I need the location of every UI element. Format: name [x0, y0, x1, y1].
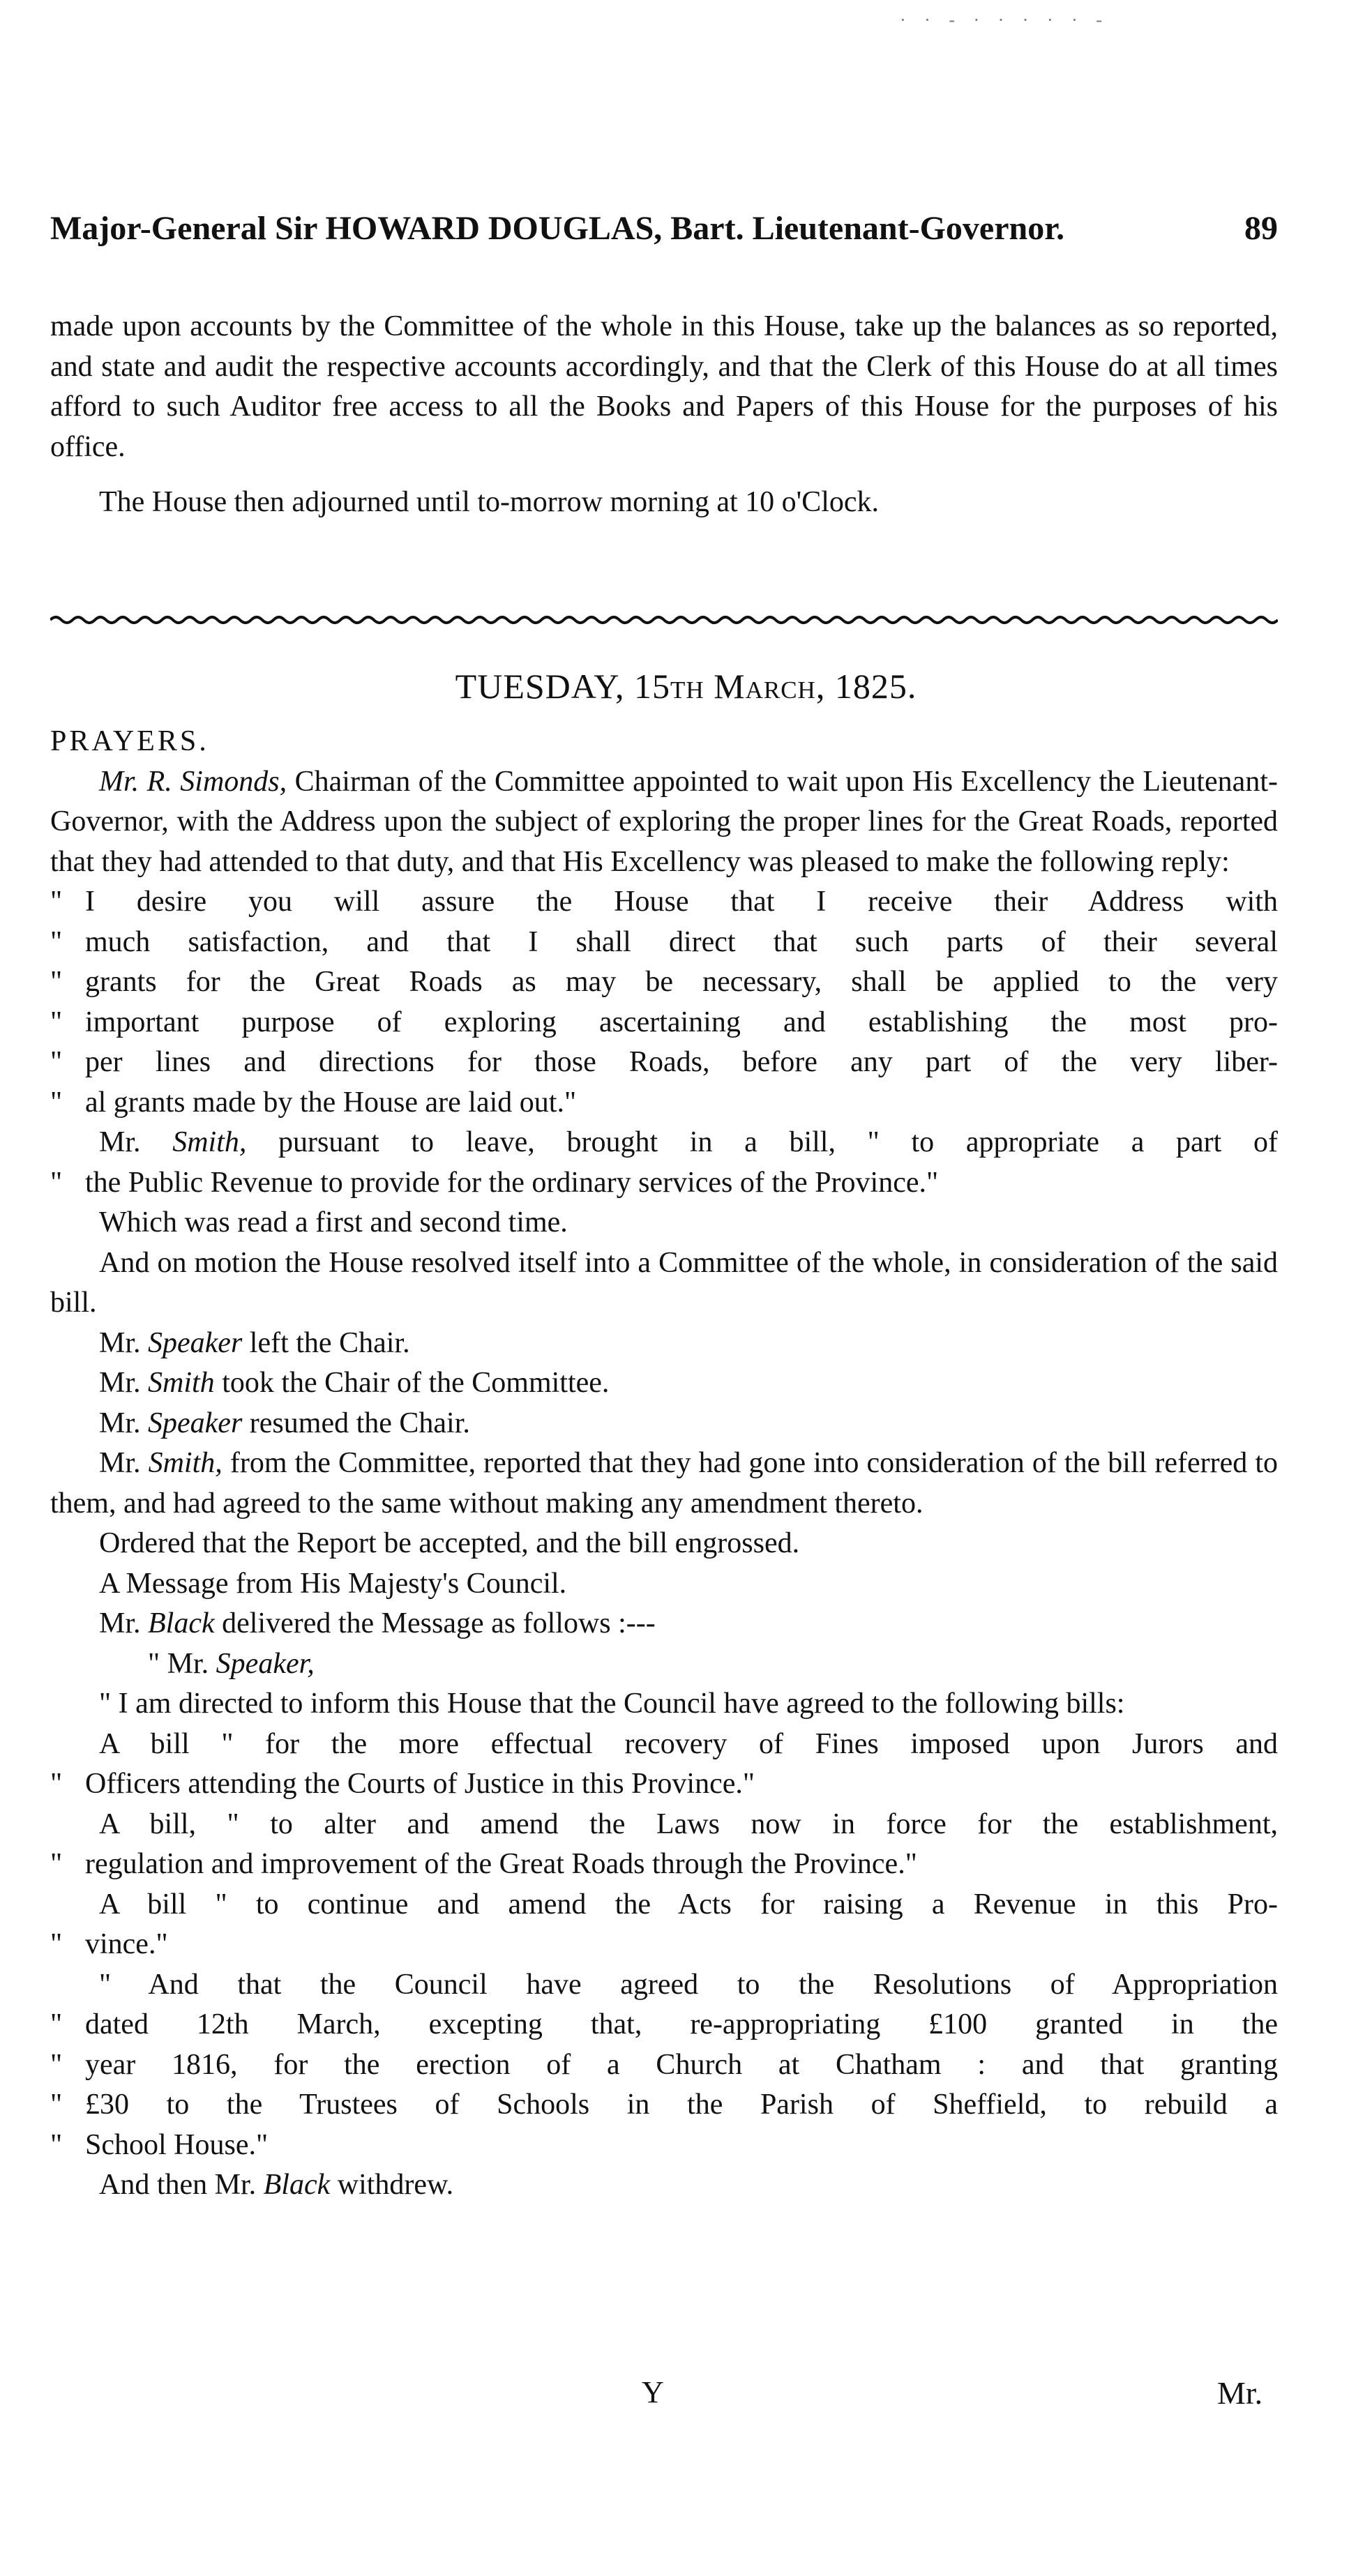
day-heading [0, 666, 1372, 706]
reply-line: " I desire you will assure the House that I receive their Address with [50, 886, 1278, 918]
bill-line: " vince." [50, 1928, 168, 1960]
withdrew-line: And then Mr. Black withdrew. [99, 2169, 454, 2201]
bill-line: " regulation and improvement of the Great Roads through the Province." [50, 1848, 917, 1880]
smith-chair-line: Mr. Smith took the Chair of the Committee. [99, 1367, 610, 1399]
intro-paragraph: made upon accounts by the Committee of the whole in this House, take up the balances as so reported, and state and audit the respective accounts accordingly, and that the Clerk of this House do at all times afford to such Auditor free access to all the Books and Papers of this House for the purposes of his office. [50, 310, 1278, 463]
running-head [50, 209, 1278, 248]
adjourn-line: The House then adjourned until to-morrow morning at 10 o'Clock. [99, 486, 880, 518]
speaker-left-line: Mr. Speaker left the Chair. [99, 1326, 410, 1359]
reply-line: " important purpose of exploring ascertaining and establishing the most pro- [50, 1006, 1278, 1038]
proceedings [50, 722, 1278, 2206]
read-line: Which was read a first and second time. [99, 1206, 568, 1238]
bill-line: A bill " to continue and amend the Acts for raising a Revenue in this Pro- [99, 1888, 1278, 1920]
running-title: Major-General Sir HOWARD DOUGLAS, Bart. Lieutenant-Governor. [50, 210, 1065, 247]
committee-report-text: Chairman of the Committee appointed to wait upon His Excellency the Lieutenant-Governor, with the Address upon the subject of exploring the proper lines for the Great Roads, reported that they had attended to that duty, and that His Excellency was pleased to make the following reply: [50, 765, 1278, 878]
directed-paragraph: " I am directed to inform this House that the Council have agreed to the following bills: [99, 1688, 1125, 1720]
resolutions-line: " year 1816, for the erection of a Church at Chatham : and that granting [50, 2048, 1278, 2081]
reply-line: " much satisfaction, and that I shall direct that such parts of their several [50, 925, 1278, 958]
reply-line: " grants for the Great Roads as may be necessary, shall be applied to the very [50, 966, 1278, 998]
reply-line: " per lines and directions for those Roads, before any part of the very liber- [50, 1046, 1278, 1078]
resolutions-line: " dated 12th March, excepting that, re-appropriating £100 granted in the [50, 2008, 1278, 2040]
day-weekday: TUESDAY, [455, 667, 625, 706]
speaker-resumed-line: Mr. Speaker resumed the Chair. [99, 1407, 470, 1439]
scan-specks: · · - · · · · · - [900, 10, 1109, 30]
governor-reply [50, 882, 1278, 1123]
signature-mark: Y [642, 2375, 664, 2409]
reply-line: " al grants made by the House are laid out." [50, 1086, 577, 1119]
day-date: 15th March, 1825. [633, 667, 917, 706]
wavy-divider [50, 614, 1278, 626]
resolutions-line: " £30 to the Trustees of Schools in the Parish of Sheffield, to rebuild a [50, 2089, 1278, 2121]
bill-line: A bill, " to alter and amend the Laws now in force for the establishment, [99, 1808, 1278, 1840]
motion-paragraph: And on motion the House resolved itself into a Committee of the whole, in consideration of the said bill. [50, 1246, 1278, 1319]
resolutions-line: " School House." [50, 2128, 269, 2161]
bill-introduced-line: Mr. Smith, pursuant to leave, brought in a bill, " to appropriate a part of [99, 1126, 1279, 1158]
black-delivered-line: Mr. Black delivered the Message as follows :--- [99, 1607, 656, 1639]
salutation-line: " Mr. Speaker, [148, 1647, 315, 1680]
intro-section [50, 307, 1278, 523]
member-name: Mr. R. Simonds, [99, 765, 287, 798]
page-number: 89 [1244, 210, 1278, 247]
committee-report-paragraph [50, 762, 1278, 883]
bill-line: A bill " for the more effectual recovery of Fines imposed upon Jurors and [99, 1727, 1278, 1760]
bill-introduced-line: " the Public Revenue to provide for the ordinary services of the Province." [50, 1166, 939, 1199]
prayers-heading: PRAYERS. [50, 725, 209, 757]
bill-line: " Officers attending the Courts of Justice in this Province." [50, 1768, 755, 1800]
ordered-line: Ordered that the Report be accepted, and the bill engrossed. [99, 1527, 800, 1559]
catchword: Mr. [1217, 2375, 1263, 2411]
message-line: A Message from His Majesty's Council. [99, 1567, 567, 1600]
committee-reported-paragraph: Mr. Smith, from the Committee, reported that they had gone into consideration of the bill referred to them, and had agreed to the same without making any amendment thereto. [50, 1447, 1278, 1520]
resolutions-line: " And that the Council have agreed to the Resolutions of Appropriation [99, 1968, 1278, 2001]
